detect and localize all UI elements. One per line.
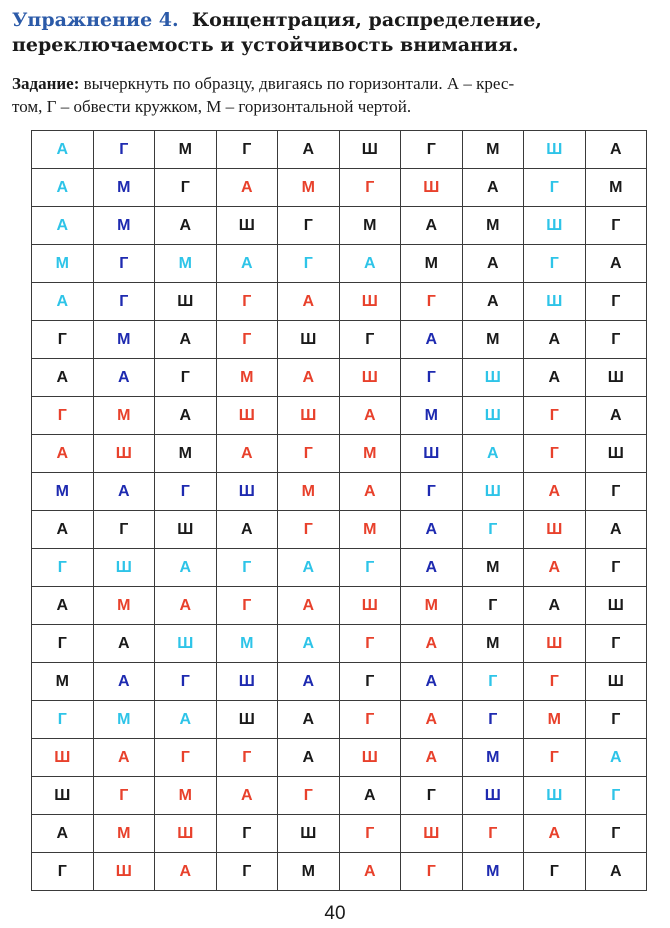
grid-cell[interactable]: Г [155,663,217,701]
grid-cell[interactable]: Г [339,625,401,663]
grid-cell[interactable]: Ш [585,587,647,625]
task-text-line2: том, Г – обвести кружком, М – горизонтальной чертой. [12,97,412,116]
grid-row [32,283,647,321]
letter-grid-body [32,131,647,891]
grid-row [32,435,647,473]
page-number: 40 [324,903,346,924]
grid-cell[interactable]: Г [155,739,217,777]
grid-cell[interactable]: А [401,207,463,245]
grid-cell[interactable]: А [155,701,217,739]
grid-cell[interactable]: Ш [93,435,155,473]
grid-cell[interactable]: Г [278,777,340,815]
grid-cell[interactable]: Г [401,853,463,891]
grid-cell[interactable]: Г [585,549,647,587]
grid-cell[interactable]: Ш [155,283,217,321]
grid-cell[interactable]: Ш [216,701,278,739]
grid-cell[interactable]: А [278,359,340,397]
grid-cell[interactable]: А [524,321,586,359]
grid-cell[interactable]: А [339,473,401,511]
grid-cell[interactable]: Г [524,435,586,473]
grid-row [32,549,647,587]
grid-cell[interactable]: А [339,397,401,435]
grid-cell[interactable]: А [401,663,463,701]
grid-cell[interactable]: Г [339,549,401,587]
grid-cell[interactable]: Г [32,701,94,739]
grid-cell[interactable]: Ш [216,473,278,511]
grid-cell[interactable]: Г [524,853,586,891]
grid-cell[interactable]: М [93,169,155,207]
grid-row [32,473,647,511]
grid-cell[interactable]: А [155,853,217,891]
grid-cell[interactable]: Г [524,663,586,701]
grid-cell[interactable]: А [401,511,463,549]
grid-cell[interactable]: А [339,777,401,815]
grid-cell[interactable]: М [155,777,217,815]
grid-cell[interactable]: М [32,473,94,511]
grid-cell[interactable]: Г [585,815,647,853]
grid-cell[interactable]: А [585,245,647,283]
grid-cell[interactable]: М [462,853,524,891]
grid-cell[interactable]: М [401,587,463,625]
grid-cell[interactable]: Г [93,245,155,283]
grid-cell[interactable]: А [93,663,155,701]
grid-cell[interactable]: Г [32,549,94,587]
grid-cell[interactable]: Г [278,207,340,245]
grid-cell[interactable]: М [462,321,524,359]
grid-cell[interactable]: А [32,283,94,321]
grid-cell[interactable]: Г [32,321,94,359]
grid-cell[interactable]: Ш [32,739,94,777]
grid-cell[interactable]: М [93,701,155,739]
grid-row [32,359,647,397]
grid-cell[interactable]: Г [216,131,278,169]
grid-cell[interactable]: Г [401,131,463,169]
grid-cell[interactable]: А [278,701,340,739]
grid-cell[interactable]: Ш [585,359,647,397]
task-instructions [12,72,662,118]
grid-cell[interactable]: Г [32,397,94,435]
grid-cell[interactable]: Г [93,283,155,321]
exercise-title-line1: Концентрация, распределение, [191,9,542,31]
exercise-heading [12,8,662,58]
grid-cell[interactable]: Г [585,701,647,739]
grid-cell[interactable]: М [216,625,278,663]
grid-cell[interactable]: Ш [339,283,401,321]
grid-cell[interactable]: Ш [339,739,401,777]
grid-cell[interactable]: Ш [155,815,217,853]
grid-cell[interactable]: М [278,853,340,891]
grid-cell[interactable]: М [401,245,463,283]
grid-cell[interactable]: М [278,169,340,207]
grid-cell[interactable]: А [155,321,217,359]
grid-cell[interactable]: М [93,207,155,245]
grid-cell[interactable]: Ш [155,625,217,663]
grid-cell[interactable]: Г [462,587,524,625]
grid-cell[interactable]: Г [339,815,401,853]
grid-row [32,169,647,207]
exercise-title-line2: переключаемость и устойчивость внимания. [12,34,519,56]
heading-line-1 [12,8,662,33]
grid-row [32,739,647,777]
grid-cell[interactable]: Г [278,245,340,283]
grid-cell[interactable]: Ш [524,625,586,663]
grid-cell[interactable]: А [585,511,647,549]
grid-row [32,321,647,359]
grid-row [32,663,647,701]
grid-cell[interactable]: А [524,549,586,587]
grid-cell[interactable]: М [278,473,340,511]
grid-cell[interactable]: А [339,245,401,283]
grid-cell[interactable]: Г [216,853,278,891]
grid-cell[interactable]: М [32,663,94,701]
grid-cell[interactable]: А [32,207,94,245]
grid-cell[interactable]: Г [585,625,647,663]
grid-cell[interactable]: М [216,359,278,397]
grid-cell[interactable]: Г [585,283,647,321]
grid-row [32,815,647,853]
grid-cell[interactable]: Ш [585,435,647,473]
grid-cell[interactable]: М [155,435,217,473]
grid-cell[interactable]: А [155,549,217,587]
task-line-1 [12,72,662,95]
grid-cell[interactable]: М [585,169,647,207]
grid-cell[interactable]: А [93,625,155,663]
grid-cell[interactable]: А [401,625,463,663]
grid-cell[interactable]: А [216,245,278,283]
grid-cell[interactable]: А [462,435,524,473]
grid-cell[interactable]: М [462,549,524,587]
grid-cell[interactable]: А [401,321,463,359]
grid-cell[interactable]: М [339,511,401,549]
grid-cell[interactable]: М [524,701,586,739]
grid-cell[interactable]: А [278,549,340,587]
grid-cell[interactable]: М [462,625,524,663]
grid-cell[interactable]: Г [93,131,155,169]
grid-cell[interactable]: А [401,549,463,587]
grid-cell[interactable]: Г [278,435,340,473]
grid-cell[interactable]: Г [32,625,94,663]
grid-cell[interactable]: А [278,739,340,777]
grid-cell[interactable]: А [32,359,94,397]
grid-cell[interactable]: Ш [216,207,278,245]
grid-cell[interactable]: Г [339,169,401,207]
grid-cell[interactable]: Ш [462,397,524,435]
grid-cell[interactable]: Г [462,701,524,739]
grid-cell[interactable]: М [339,435,401,473]
grid-cell[interactable]: Г [524,739,586,777]
grid-cell[interactable]: Ш [93,853,155,891]
grid-row [32,245,647,283]
grid-cell[interactable]: М [462,131,524,169]
grid-cell[interactable]: А [32,511,94,549]
grid-cell[interactable]: А [339,853,401,891]
grid-cell[interactable]: Г [401,473,463,511]
grid-cell[interactable]: А [93,359,155,397]
grid-cell[interactable]: Г [339,663,401,701]
grid-cell[interactable]: Ш [216,663,278,701]
grid-cell[interactable]: Ш [524,283,586,321]
grid-cell[interactable]: Ш [524,777,586,815]
grid-cell[interactable]: М [462,207,524,245]
grid-cell[interactable]: М [93,587,155,625]
grid-cell[interactable]: Г [585,473,647,511]
grid-cell[interactable]: Г [216,815,278,853]
grid-cell[interactable]: Ш [524,207,586,245]
grid-row [32,511,647,549]
grid-cell[interactable]: А [278,131,340,169]
task-text-line1: вычеркнуть по образцу, двигаясь по горизонтали. А – крес- [83,74,515,93]
grid-cell[interactable]: М [32,245,94,283]
grid-cell[interactable]: Г [401,359,463,397]
grid-cell[interactable]: Ш [339,359,401,397]
grid-cell[interactable]: А [524,359,586,397]
grid-cell[interactable]: Г [216,549,278,587]
grid-cell[interactable]: Ш [585,663,647,701]
grid-cell[interactable]: Г [216,587,278,625]
grid-cell[interactable]: Ш [462,777,524,815]
grid-cell[interactable]: Г [216,321,278,359]
grid-row [32,587,647,625]
grid-cell[interactable]: Ш [32,777,94,815]
grid-cell[interactable]: Г [32,853,94,891]
grid-cell[interactable]: А [93,739,155,777]
task-label: Задание: [12,74,80,93]
grid-row [32,131,647,169]
grid-cell[interactable]: А [216,511,278,549]
grid-cell[interactable]: Ш [278,397,340,435]
grid-cell[interactable]: А [401,739,463,777]
grid-cell[interactable]: Г [155,359,217,397]
grid-cell[interactable]: А [524,587,586,625]
grid-cell[interactable]: Г [339,321,401,359]
grid-cell[interactable]: Ш [524,511,586,549]
grid-cell[interactable]: Г [93,777,155,815]
grid-cell[interactable]: А [32,815,94,853]
grid-cell[interactable]: Г [585,207,647,245]
grid-cell[interactable]: Г [462,663,524,701]
grid-cell[interactable]: Ш [216,397,278,435]
grid-cell[interactable]: Ш [401,815,463,853]
grid-cell[interactable]: Ш [462,359,524,397]
grid-cell[interactable]: Г [216,283,278,321]
grid-row [32,625,647,663]
grid-cell[interactable]: А [216,435,278,473]
grid-cell[interactable]: А [278,587,340,625]
grid-cell[interactable]: Ш [401,435,463,473]
grid-cell[interactable]: Г [585,777,647,815]
grid-cell[interactable]: А [32,435,94,473]
grid-row [32,207,647,245]
grid-cell[interactable]: А [155,587,217,625]
grid-cell[interactable]: Г [155,473,217,511]
grid-cell[interactable]: А [278,283,340,321]
grid-cell[interactable]: А [524,815,586,853]
grid-row [32,853,647,891]
grid-cell[interactable]: А [585,397,647,435]
grid-cell[interactable]: А [32,131,94,169]
grid-row [32,701,647,739]
grid-cell[interactable]: А [462,169,524,207]
grid-cell[interactable]: А [216,777,278,815]
grid-cell[interactable]: А [155,207,217,245]
grid-cell[interactable]: А [32,587,94,625]
grid-cell[interactable]: Г [524,397,586,435]
grid-cell[interactable]: Г [278,511,340,549]
grid-cell[interactable]: М [93,815,155,853]
grid-cell[interactable]: А [155,397,217,435]
grid-cell[interactable]: А [401,701,463,739]
grid-cell[interactable]: А [585,131,647,169]
grid-cell[interactable]: Г [462,815,524,853]
grid-cell[interactable]: А [524,473,586,511]
grid-cell[interactable]: Ш [93,549,155,587]
grid-cell[interactable]: Ш [339,131,401,169]
grid-cell[interactable]: Ш [339,587,401,625]
grid-cell[interactable]: А [585,853,647,891]
grid-cell[interactable]: Г [524,169,586,207]
grid-cell[interactable]: М [462,739,524,777]
grid-cell[interactable]: Ш [524,131,586,169]
grid-cell[interactable]: Ш [401,169,463,207]
grid-cell[interactable]: Ш [278,815,340,853]
grid-cell[interactable]: А [278,625,340,663]
grid-cell[interactable]: Ш [462,473,524,511]
grid-cell[interactable]: А [585,739,647,777]
grid-cell[interactable]: Г [585,321,647,359]
letter-grid [31,130,647,891]
grid-cell[interactable]: Г [339,701,401,739]
grid-cell[interactable]: Г [462,511,524,549]
grid-cell[interactable]: А [216,169,278,207]
grid-cell[interactable]: Г [401,283,463,321]
grid-cell[interactable]: Г [216,739,278,777]
grid-cell[interactable]: А [462,245,524,283]
grid-cell[interactable]: А [462,283,524,321]
grid-cell[interactable]: А [278,663,340,701]
grid-cell[interactable]: М [93,321,155,359]
grid-cell[interactable]: Г [524,245,586,283]
grid-cell[interactable]: Ш [278,321,340,359]
grid-cell[interactable]: М [155,131,217,169]
grid-cell[interactable]: Г [155,169,217,207]
grid-cell[interactable]: А [93,473,155,511]
grid-row [32,397,647,435]
grid-cell[interactable]: М [401,397,463,435]
grid-cell[interactable]: М [155,245,217,283]
grid-cell[interactable]: Г [93,511,155,549]
grid-cell[interactable]: М [339,207,401,245]
grid-cell[interactable]: М [93,397,155,435]
grid-cell[interactable]: А [32,169,94,207]
grid-row [32,777,647,815]
exercise-label: Упражнение 4. [12,9,179,31]
grid-cell[interactable]: Ш [155,511,217,549]
grid-cell[interactable]: Г [401,777,463,815]
